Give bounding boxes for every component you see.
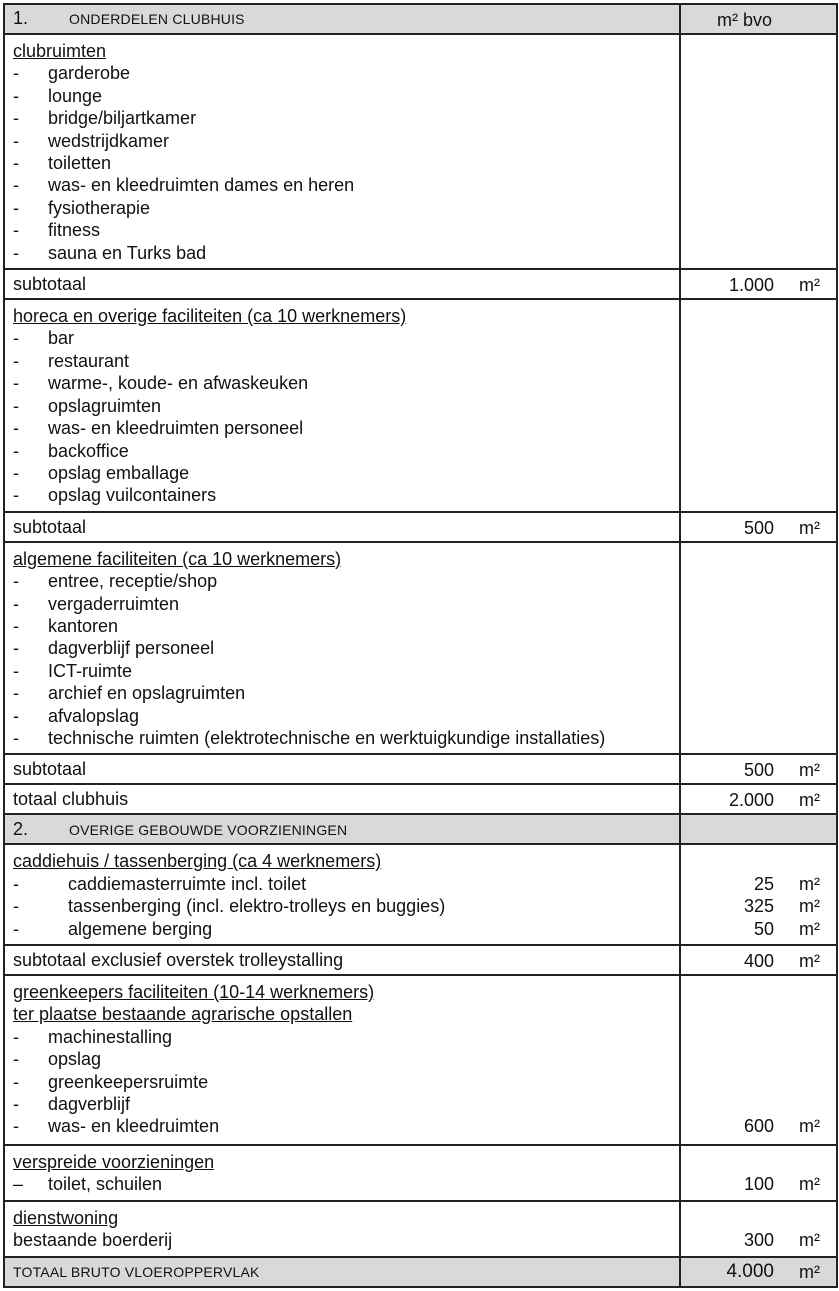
unit-label: m²: [799, 918, 820, 939]
list-item: - dagverblijf personeel: [13, 638, 215, 659]
section-2-area-cell: [680, 814, 837, 844]
list-item: - opslag emballage: [13, 462, 190, 483]
unit-label: m²: [799, 896, 820, 917]
greenkeepers-block: [4, 975, 837, 1145]
dienstwoning-item: bestaande boerderij: [13, 1230, 173, 1251]
horeca-area-cell: [680, 299, 837, 512]
greenkeepers-cell: [4, 975, 680, 1145]
list-item: - warme-, koude- en afwaskeuken: [13, 373, 309, 394]
clubruimten-block: [4, 34, 837, 269]
section-1-title-cell: [4, 4, 680, 34]
list-item: - tassenberging (incl. elektro-trolleys en buggies): [13, 896, 446, 917]
clubruimten-subtotal-row: [4, 269, 837, 299]
algemeen-subtotal-row: [4, 754, 837, 784]
verspreid-heading: verspreide voorzieningen: [13, 1152, 215, 1172]
item-value: 325: [743, 896, 774, 917]
section-1-header: [4, 4, 837, 34]
list-item: - vergaderruimten: [13, 593, 180, 614]
list-item: - bridge/biljartkamer: [13, 108, 197, 129]
list-item: - garderobe: [13, 63, 131, 84]
list-item: - sauna en Turks bad: [13, 242, 207, 263]
caddiehuis-heading: caddiehuis / tassenberging (ca 4 werknemers): [13, 851, 382, 872]
unit-label: m²: [799, 517, 820, 538]
list-item: - greenkeepersruimte: [13, 1071, 209, 1092]
list-item: - afvalopslag: [13, 705, 140, 726]
greenkeepers-heading: greenkeepers faciliteiten (10-14 werknemers): [13, 982, 375, 1002]
clubruimten-cell: [4, 34, 680, 269]
caddiehuis-area-cell: [680, 844, 837, 945]
unit-label: m²: [799, 1174, 820, 1195]
list-item: - wedstrijdkamer: [13, 130, 170, 151]
horeca-subtotal-row: [4, 512, 837, 542]
section-title: ONDERDELEN CLUBHUIS: [69, 11, 245, 28]
list-item: - machinestalling: [13, 1026, 173, 1047]
subtotal-label: subtotaal: [4, 512, 680, 542]
item-value: 100: [743, 1174, 774, 1195]
algemeen-block: [4, 542, 837, 755]
section-title: OVERIGE GEBOUWDE VOORZIENINGEN: [69, 821, 348, 838]
totaal-clubhuis-label: totaal clubhuis: [4, 784, 680, 814]
dienstwoning-heading: dienstwoning: [13, 1207, 119, 1228]
list-item: - opslag: [13, 1049, 102, 1070]
area-table: [3, 3, 838, 1288]
verspreid-area-cell: [680, 1145, 837, 1201]
list-item: - technische ruimten (elektrotechnische en werktuigkundige installaties): [13, 727, 606, 748]
list-item: - ICT-ruimte: [13, 660, 133, 681]
subtotal-label: subtotaal: [4, 754, 680, 784]
unit-label: m²: [799, 760, 820, 781]
section-number: 2.: [13, 818, 29, 839]
horeca-block: [4, 299, 837, 512]
list-item: - entree, receptie/shop: [13, 571, 218, 592]
totaal-label: TOTAAL BRUTO VLOEROPPERVLAK: [4, 1257, 680, 1287]
section-2-title-cell: [4, 814, 680, 844]
algemeen-area-cell: [680, 542, 837, 755]
unit-label: m²: [799, 1230, 820, 1251]
caddiehuis-block: [4, 844, 837, 945]
list-item: - was- en kleedruimten: [13, 1116, 220, 1137]
caddiehuis-subtotal-row: [4, 945, 837, 975]
horeca-cell: [4, 299, 680, 512]
unit-label: m²: [799, 1116, 820, 1136]
list-item: - fysiotherapie: [13, 197, 151, 218]
list-item: - fitness: [13, 220, 101, 241]
section-number: 1.: [13, 8, 29, 29]
item-value: 600: [743, 1116, 774, 1136]
unit-label: m²: [799, 951, 820, 971]
item-value: 50: [753, 918, 774, 939]
list-item: - opslagruimten: [13, 395, 162, 416]
caddiehuis-cell: [4, 844, 680, 945]
list-item: – toilet, schuilen: [13, 1174, 163, 1195]
subtotal-value: 400: [743, 951, 774, 971]
horeca-heading: horeca en overige faciliteiten (ca 10 werknemers): [13, 306, 407, 327]
subtotal-value: 500: [743, 517, 774, 538]
subtotal-cell: [680, 754, 837, 784]
list-item: - bar: [13, 328, 75, 349]
unit-label: m²: [799, 873, 820, 894]
subtotal-label: subtotaal exclusief overstek trolleystalling: [4, 945, 680, 975]
list-item: - restaurant: [13, 350, 130, 371]
list-item: - algemene berging: [13, 918, 213, 939]
algemeen-heading: algemene faciliteiten (ca 10 werknemers): [13, 548, 342, 569]
dienstwoning-block: [4, 1201, 837, 1257]
subtotal-cell: [680, 512, 837, 542]
unit-label: m²: [799, 790, 820, 811]
greenkeepers-subheading: ter plaatse bestaande agrarische opstallen: [13, 1004, 353, 1025]
section-2-header: [4, 814, 837, 844]
totaal-clubhuis-cell: [680, 784, 837, 814]
item-value: 300: [743, 1230, 774, 1251]
list-item: - backoffice: [13, 440, 129, 461]
algemeen-cell: [4, 542, 680, 755]
totaal-clubhuis-row: [4, 784, 837, 814]
list-item: - was- en kleedruimten personeel: [13, 418, 304, 439]
list-item: - lounge: [13, 85, 103, 106]
list-item: - toiletten: [13, 153, 112, 174]
unit-column-header: m² bvo: [717, 10, 773, 30]
list-item: - archief en opslagruimten: [13, 683, 246, 704]
unit-label: m²: [799, 1261, 820, 1282]
totaal-value: 4.000: [726, 1260, 774, 1282]
list-item: - opslag vuilcontainers: [13, 485, 217, 506]
subtotal-cell: [680, 269, 837, 299]
clubruimten-area-cell: [680, 34, 837, 269]
greenkeepers-area-cell: [680, 975, 837, 1145]
dienstwoning-area-cell: [680, 1201, 837, 1257]
list-item: - dagverblijf: [13, 1094, 131, 1115]
subtotal-value: 1.000: [728, 275, 774, 296]
unit-column-header-cell: [680, 4, 837, 34]
totaal-row: [4, 1257, 837, 1287]
item-value: 25: [753, 873, 774, 894]
list-item: - kantoren: [13, 615, 119, 636]
totaal-cell: [680, 1257, 837, 1287]
subtotal-cell: [680, 945, 837, 975]
clubruimten-heading: clubruimten: [13, 41, 107, 61]
list-item: - caddiemasterruimte incl. toilet: [13, 873, 307, 894]
verspreid-block: [4, 1145, 837, 1201]
subtotal-label: subtotaal: [4, 269, 680, 299]
unit-label: m²: [799, 275, 820, 296]
list-item: - was- en kleedruimten dames en heren: [13, 175, 355, 196]
dienstwoning-cell: [4, 1201, 680, 1257]
totaal-clubhuis-value: 2.000: [728, 790, 774, 811]
verspreid-cell: [4, 1145, 680, 1201]
subtotal-value: 500: [743, 760, 774, 781]
